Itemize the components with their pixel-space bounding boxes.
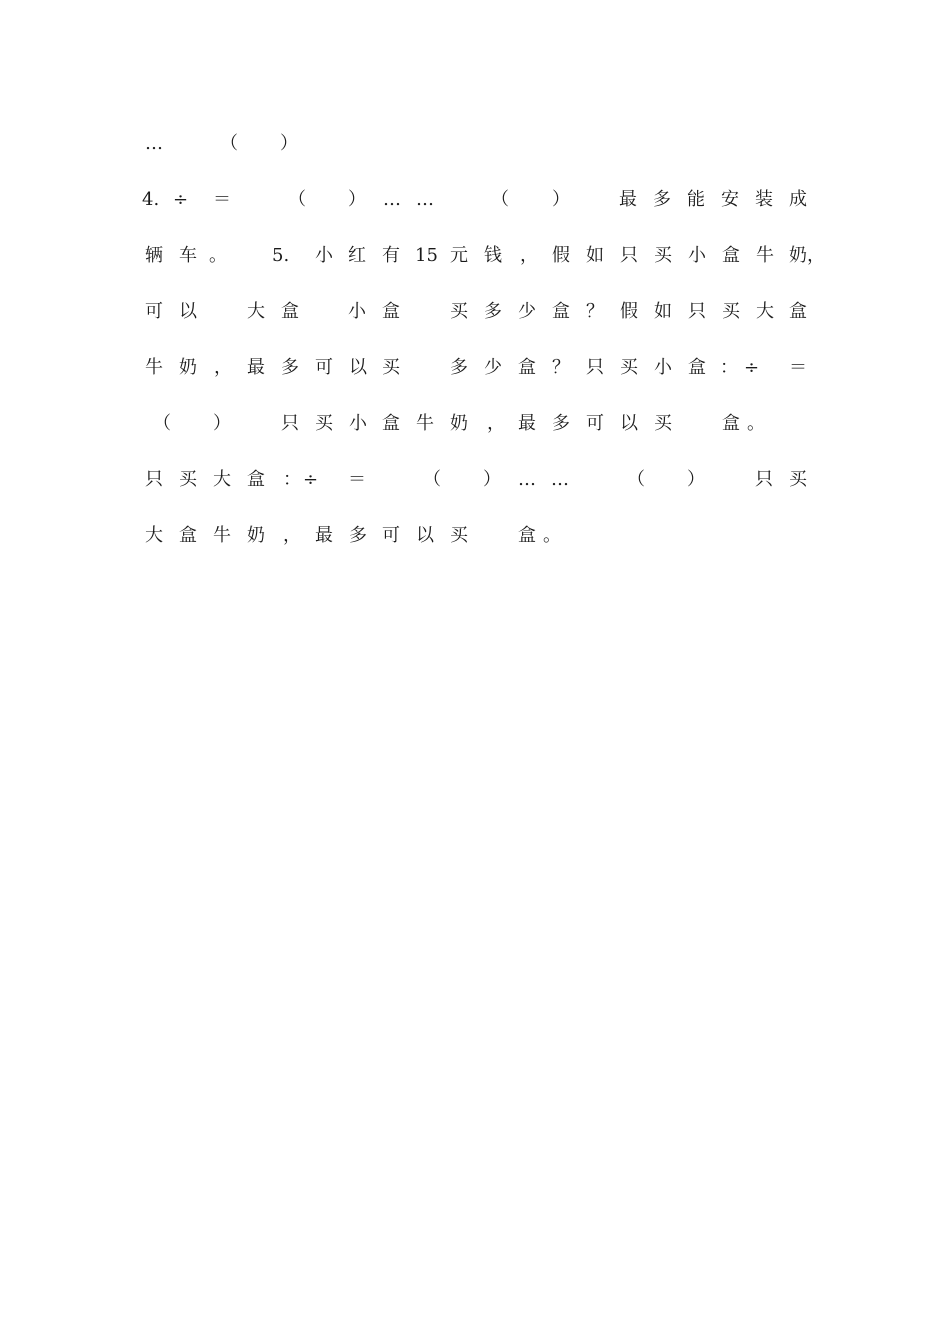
- text-token: 以: [416, 525, 434, 546]
- text-token: 多: [281, 357, 299, 378]
- text-token: ）: [280, 133, 298, 154]
- text-line-4: [0, 297, 950, 327]
- text-token: 最: [619, 189, 637, 210]
- text-token: 。: [209, 245, 227, 266]
- text-token: ：: [720, 357, 738, 378]
- text-token: ）: [687, 469, 705, 490]
- text-token: （: [423, 469, 441, 490]
- text-token: ）: [348, 189, 366, 210]
- text-token: ，: [487, 413, 505, 434]
- text-token: 可: [382, 525, 400, 546]
- text-token: 红: [348, 245, 366, 266]
- text-token: 买: [315, 413, 333, 434]
- text-token: 大: [145, 525, 163, 546]
- text-token: 多: [552, 413, 570, 434]
- text-token: ，: [214, 357, 232, 378]
- text-token: 买: [789, 469, 807, 490]
- text-token: 钱: [484, 245, 502, 266]
- text-token: 最: [518, 413, 536, 434]
- text-token: 只: [755, 469, 773, 490]
- text-line-6: [0, 409, 950, 439]
- text-token: ）: [483, 469, 501, 490]
- text-token: 奶: [450, 413, 468, 434]
- text-token: 牛: [416, 413, 434, 434]
- text-token: 买: [654, 413, 672, 434]
- text-token: ÷: [303, 469, 319, 490]
- text-token: 。: [543, 525, 561, 546]
- text-token: 买: [620, 357, 638, 378]
- text-token: 只: [586, 357, 604, 378]
- text-line-2: [0, 185, 950, 215]
- text-token: 盒: [518, 525, 536, 546]
- text-token: 如: [586, 245, 604, 266]
- text-token: 牛: [756, 245, 774, 266]
- text-token: 牛: [145, 357, 163, 378]
- text-token: ，: [283, 525, 301, 546]
- text-token: 盒: [552, 301, 570, 322]
- text-token: 盒: [688, 357, 706, 378]
- text-token: 5.: [272, 245, 290, 266]
- text-token: 辆: [145, 245, 163, 266]
- text-token: ？: [586, 301, 604, 322]
- text-token: ÷: [744, 357, 760, 378]
- text-token: 买: [722, 301, 740, 322]
- text-token: 只: [281, 413, 299, 434]
- text-token: 可: [586, 413, 604, 434]
- text-token: 小: [348, 301, 366, 322]
- text-token: …: [518, 469, 536, 490]
- text-token: 买: [179, 469, 197, 490]
- text-token: 少: [484, 357, 502, 378]
- text-token: ）: [213, 413, 231, 434]
- text-token: 盒: [722, 245, 740, 266]
- text-token: 有: [382, 245, 400, 266]
- text-token: 4.: [142, 189, 160, 210]
- text-token: 多: [484, 301, 502, 322]
- text-token: 盒: [789, 301, 807, 322]
- text-token: 大: [247, 301, 265, 322]
- text-token: …: [416, 189, 434, 210]
- text-token: 盒: [518, 357, 536, 378]
- text-token: 买: [450, 525, 468, 546]
- text-token: 牛: [213, 525, 231, 546]
- text-token: 小: [688, 245, 706, 266]
- text-token: 小: [654, 357, 672, 378]
- text-token: 大: [213, 469, 231, 490]
- text-token: 盒: [179, 525, 197, 546]
- text-token: 少: [518, 301, 536, 322]
- text-token: 奶，: [789, 245, 825, 266]
- text-token: ＝: [213, 189, 231, 210]
- text-token: （: [220, 133, 238, 154]
- text-token: 可: [145, 301, 163, 322]
- text-token: ÷: [173, 189, 189, 210]
- text-token: 最: [247, 357, 265, 378]
- text-token: 元: [450, 245, 468, 266]
- text-token: 奶: [179, 357, 197, 378]
- text-token: 安: [721, 189, 739, 210]
- text-token: 多: [450, 357, 468, 378]
- text-line-5: [0, 353, 950, 383]
- text-token: …: [551, 469, 569, 490]
- text-token: 以: [179, 301, 197, 322]
- text-token: 盒: [247, 469, 265, 490]
- text-line-8: [0, 521, 950, 551]
- text-token: 如: [654, 301, 672, 322]
- text-token: 盒: [281, 301, 299, 322]
- text-token: 最: [315, 525, 333, 546]
- text-token: （: [288, 189, 306, 210]
- text-token: （: [153, 413, 171, 434]
- text-token: 装: [755, 189, 773, 210]
- text-token: 奶: [247, 525, 265, 546]
- text-token: 假: [620, 301, 638, 322]
- text-token: 小: [315, 245, 333, 266]
- text-token: 多: [349, 525, 367, 546]
- text-token: 只: [145, 469, 163, 490]
- text-line-1: [0, 129, 950, 159]
- text-token: 成: [789, 189, 807, 210]
- text-token: 。: [747, 413, 765, 434]
- text-token: （: [491, 189, 509, 210]
- text-token: 盒: [382, 301, 400, 322]
- text-token: 假: [552, 245, 570, 266]
- text-token: ＝: [789, 357, 807, 378]
- text-token: 小: [349, 413, 367, 434]
- text-token: 以: [349, 357, 367, 378]
- text-line-3: [0, 241, 950, 271]
- text-token: （: [627, 469, 645, 490]
- text-token: ，: [520, 245, 538, 266]
- text-token: 以: [620, 413, 638, 434]
- text-token: 能: [687, 189, 705, 210]
- text-token: 多: [653, 189, 671, 210]
- text-token: ）: [552, 189, 570, 210]
- text-token: 只: [620, 245, 638, 266]
- text-token: ＝: [348, 469, 366, 490]
- text-token: 大: [756, 301, 774, 322]
- text-token: 买: [382, 357, 400, 378]
- text-token: …: [383, 189, 401, 210]
- text-token: ？: [552, 357, 570, 378]
- text-token: 盒: [382, 413, 400, 434]
- text-token: 车: [179, 245, 197, 266]
- text-token: 可: [315, 357, 333, 378]
- text-token: …: [145, 133, 163, 154]
- text-token: 买: [654, 245, 672, 266]
- text-token: 盒: [722, 413, 740, 434]
- text-token: ：: [283, 469, 301, 490]
- text-token: 买: [450, 301, 468, 322]
- text-line-7: [0, 465, 950, 495]
- text-token: 15: [415, 245, 438, 266]
- text-token: 只: [688, 301, 706, 322]
